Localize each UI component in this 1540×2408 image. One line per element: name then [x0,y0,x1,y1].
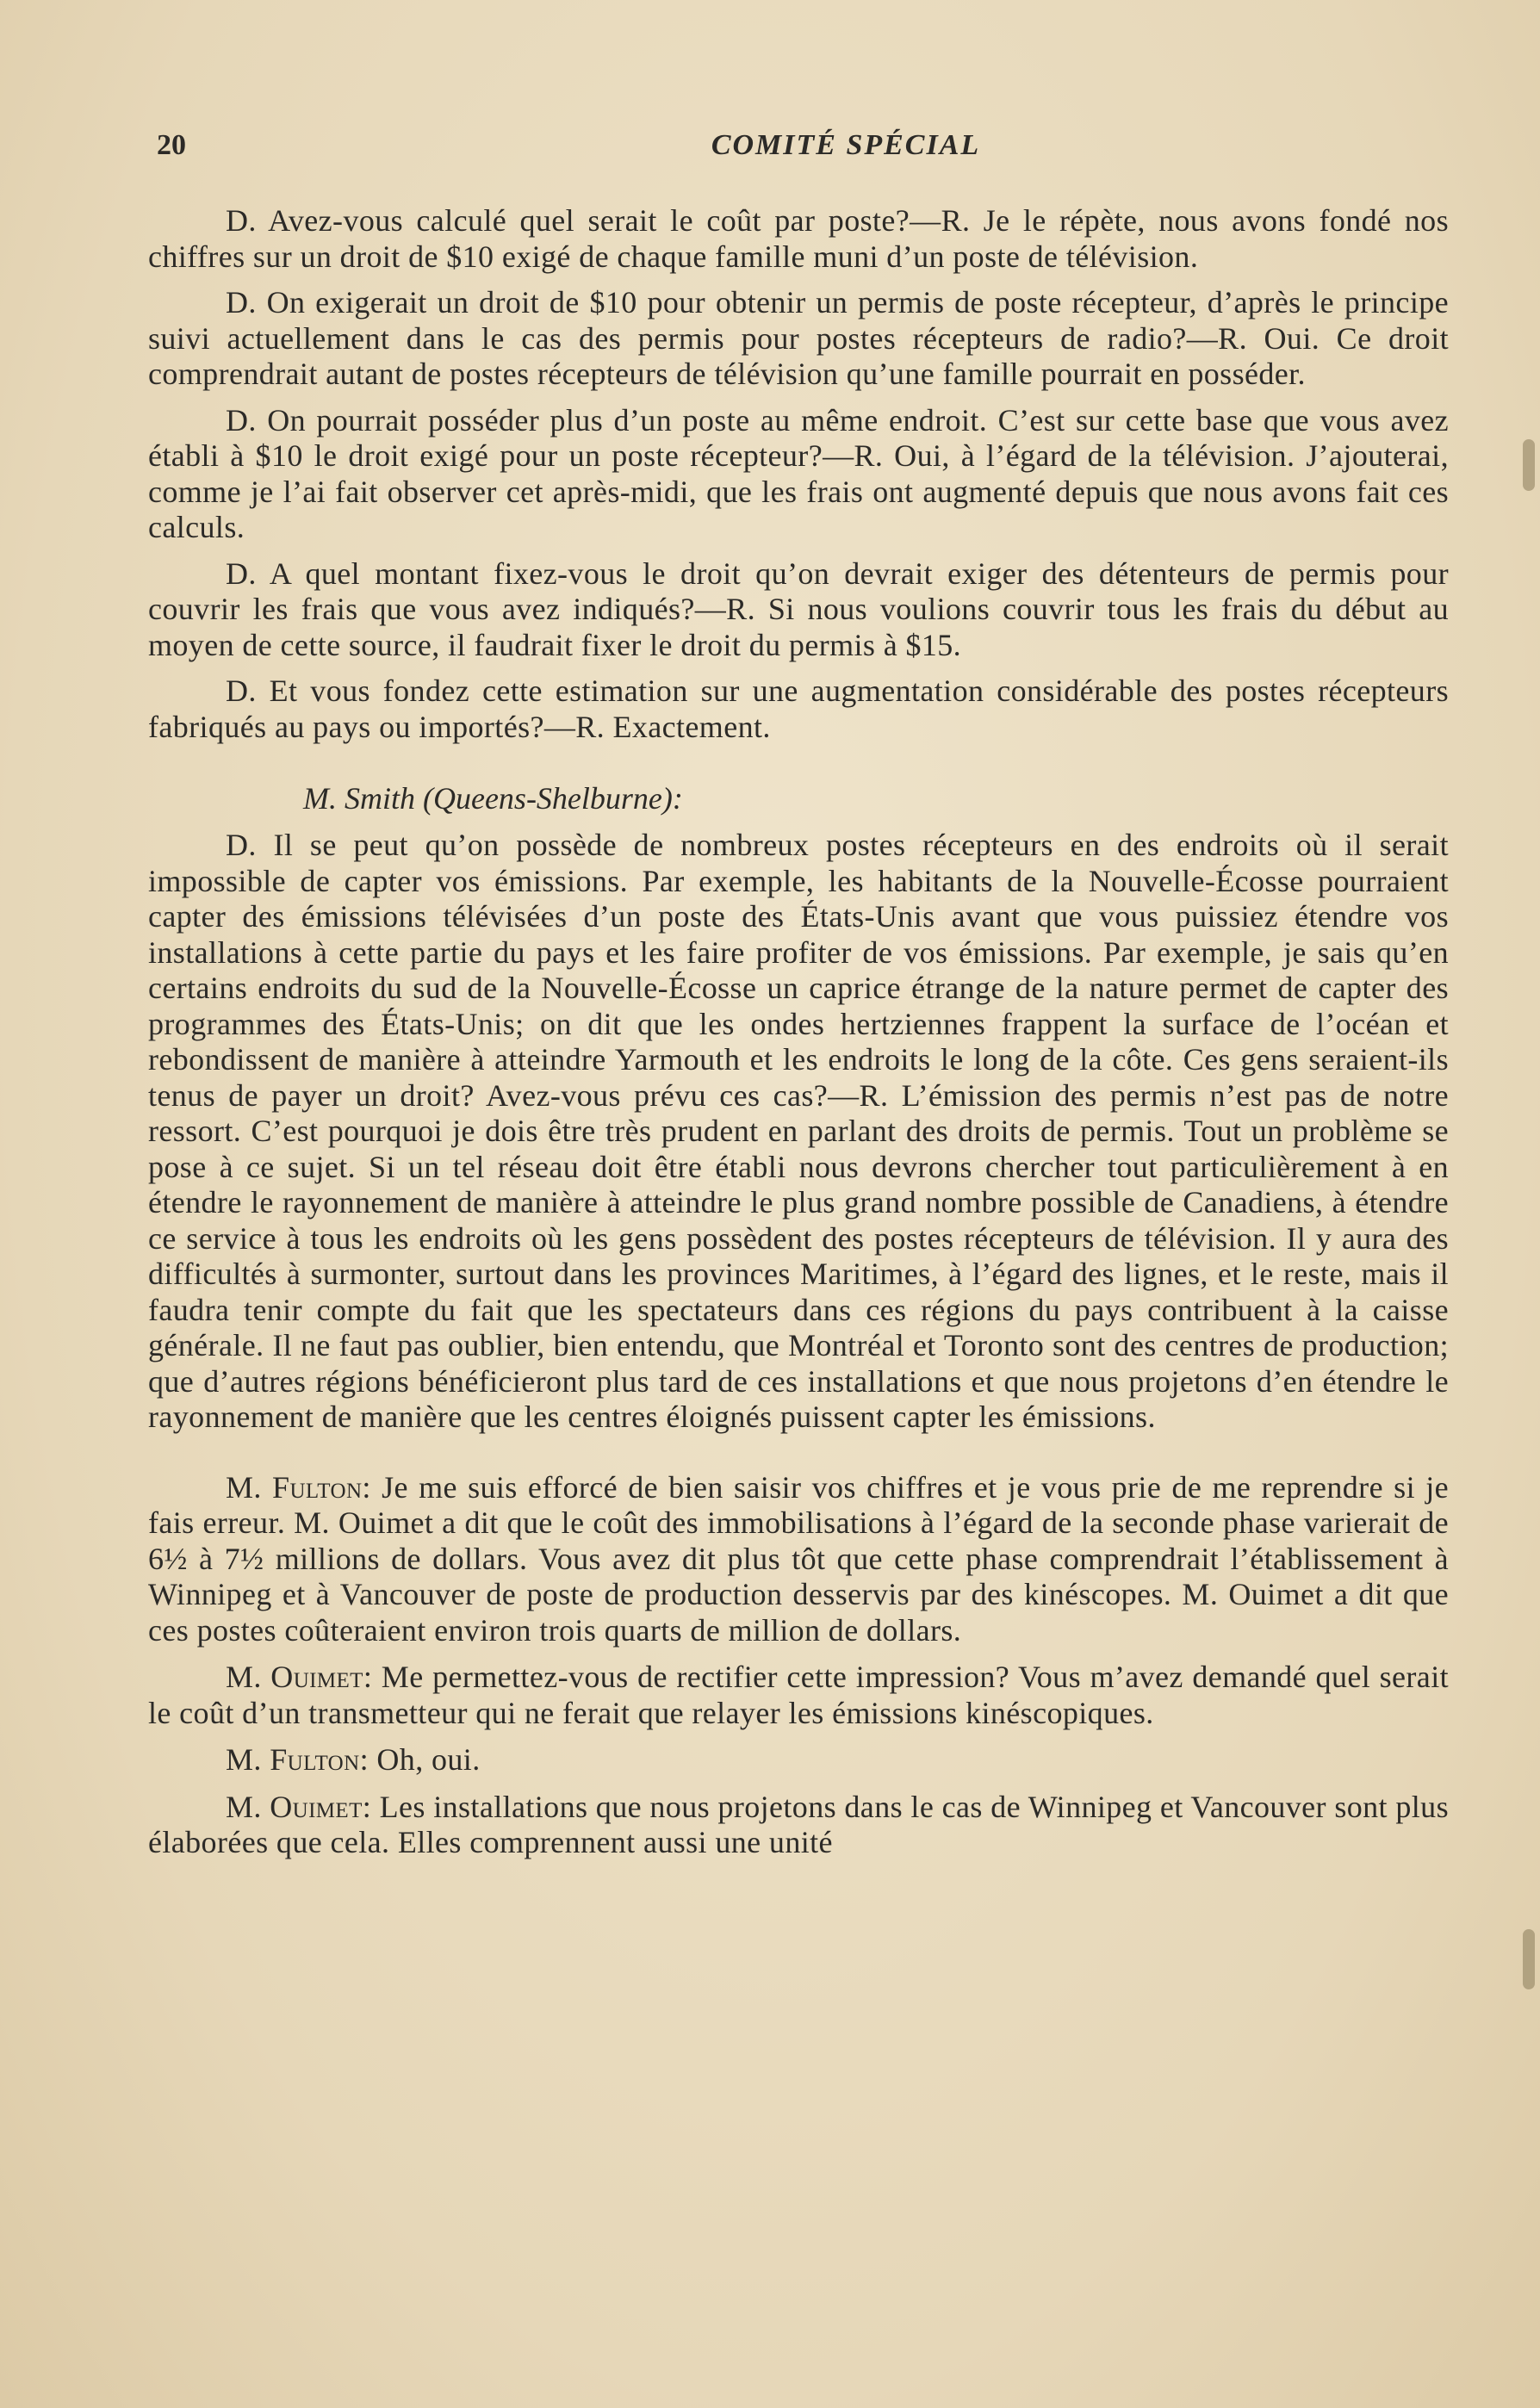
speaker-name: M. Ouimet: [226,1660,373,1694]
page-header [148,129,1449,181]
binding-mark-top [1523,439,1535,491]
speaker-heading-smith: M. Smith (Queens-Shelburne): [303,781,683,816]
dialogue-3 [148,1742,1449,1778]
dialogue-text: Les installations que nous projetons dans le cas de Winnipeg et Vancouver sont plus élaborées que cela. Elles comprennent aussi une unité [148,1789,1449,1859]
dialogue-2 [148,1660,1449,1731]
speaker-name: M. Fulton: [226,1469,371,1505]
paragraph-4: D. A quel montant fixez-vous le droit qu’on devrait exiger des détenteurs de permis pour couvrir les frais que vous avez indiqués?—R. Si nous voulions couvrir tous les frais du début au moyen de cette source, il faudrait fixer le droit du permis à $15. [148,555,1449,662]
speaker-name: M. Fulton: [226,1742,369,1777]
dialogue-text: Oh, oui. [376,1742,481,1777]
paragraph-5: D. Et vous fondez cette estimation sur une augmentation considérable des postes récepteurs fabriqués au pays ou importés?—R. Exactement. [148,673,1449,744]
dialogue-4 [148,1790,1449,1861]
paragraph-1: D. Avez-vous calculé quel serait le coût par poste?—R. Je le répète, nous avons fondé nos chiffres sur un droit de $10 exigé de chaque famille muni d’un poste de télévision. [148,203,1449,274]
section-gap [148,1446,1449,1470]
dialogue-text: Me permettez-vous de rectifier cette impression? Vous m’avez demandé quel serait le coût d’un transmetteur qui ne ferait que relayer les émissions kinéscopiques. [148,1660,1449,1730]
document-page [148,129,1449,1872]
running-title: COMITÉ SPÉCIAL [711,129,981,161]
speaker-name: M. Ouimet: [226,1789,372,1824]
dialogue-text: Je me suis efforcé de bien saisir vos chiffres et je vous prie de me reprendre si je fais erreur. M. Ouimet a dit que le coût des immobilisations à l’égard de la seconde phase varierait de 6½ à 7½ millions de dollars. Vous avez dit plus tôt que cette phase comprendrait l’établissement à Winnipeg et à Vancouver de poste de production desservis par des kinéscopes. M. Ouimet a dit que ces postes coûteraient environ trois quarts de million de dollars. [148,1469,1449,1648]
paragraph-3: D. On pourrait posséder plus d’un poste au même endroit. C’est sur cette base que vous avez établi à $10 le droit exigé pour un poste récepteur?—R. Oui, à l’égard de la télévision. J’ajouterai, comme je l’ai fait observer cet après-midi, que les frais ont augmenté depuis que nous avons fait ces calculs. [148,402,1449,544]
page-number: 20 [157,129,186,161]
paragraph-2: D. On exigerait un droit de $10 pour obtenir un permis de poste récepteur, d’après le principe suivi actuellement dans le cas des permis pour postes récepteurs de radio?—R. Oui. Ce droit comprendrait autant de postes récepteurs de télévision qu’une famille pourrait en posséder. [148,285,1449,391]
paragraph-smith: D. Il se peut qu’on possède de nombreux postes récepteurs en des endroits où il serait impossible de capter vos émissions. Par exemple, les habitants de la Nouvelle-Écosse pourraient capter des émissions télévisées d’un poste des États-Unis avant que vous puissiez étendre vos installations à cette partie du pays et les faire profiter de vos émissions. Par exemple, je sais qu’en certains endroits du sud de la Nouvelle-Écosse un caprice étrange de la nature permet de capter des programmes des États-Unis; on dit que les ondes hertziennes frappent la surface de l’océan et rebondissent de manière à atteindre Yarmouth et les endroits le long de la côte. Ces gens seraient-ils tenus de payer un droit? Avez-vous prévu ces cas?—R. L’émission des permis n’est pas de notre ressort. C’est pourquoi je dois être très prudent en parlant des droits de permis. Tout un problème se pose à ce sujet. Si un tel réseau doit être établi nous devrons chercher tout particulièrement à en étendre le rayonnement de manière à atteindre le plus grand nombre possible de Canadiens, à étendre ce service à tous les endroits où les gens possèdent des postes récepteurs de télévision. Il y aura des difficultés à surmonter, surtout dans les provinces Maritimes, à l’égard des lignes, et le reste, mais il faudra tenir compte du fait que les spectateurs dans ces régions du pays contribuent à la caisse générale. Il ne faut pas oublier, bien entendu, que Montréal et Toronto sont des centres de production; que d’autres régions bénéficieront plus tard de ces installations et que nous projetons d’en étendre le rayonnement de manière que les centres éloignés puissent capter les émissions. [148,828,1449,1434]
binding-mark-bottom [1523,1929,1535,1989]
dialogue-1 [148,1470,1449,1649]
